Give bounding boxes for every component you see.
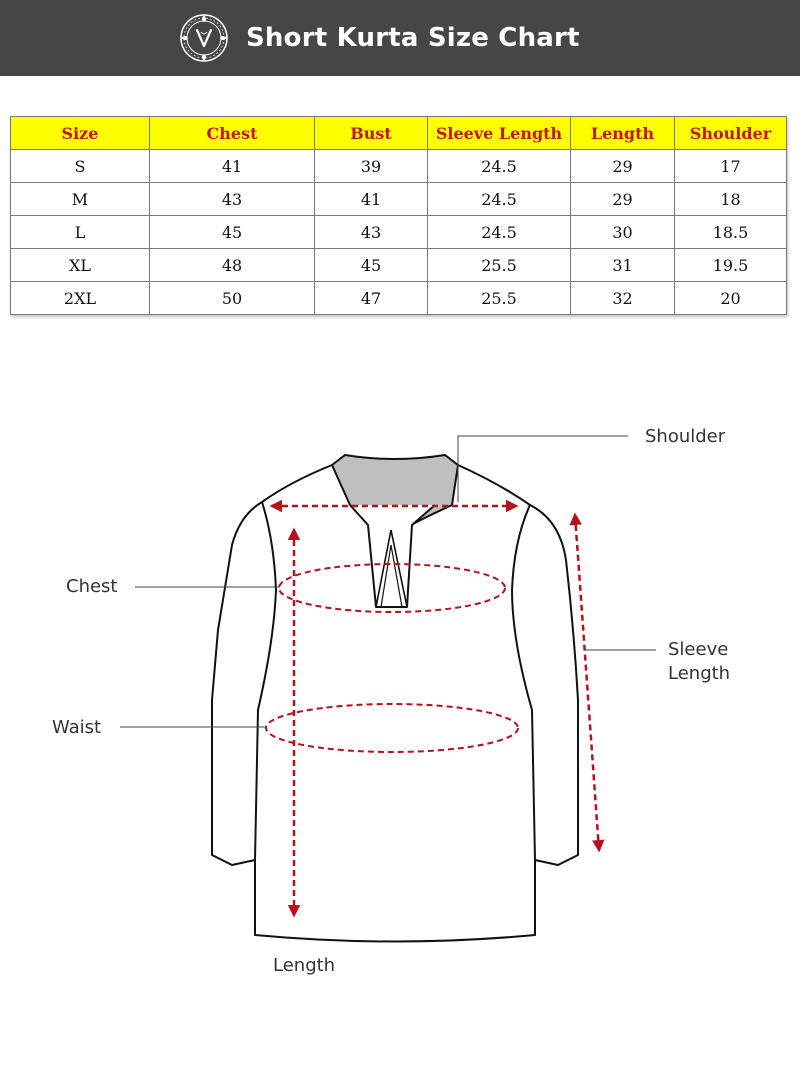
cell-bust: 45	[315, 249, 428, 282]
cell-length: 29	[571, 150, 675, 183]
table-row	[11, 249, 787, 282]
table-row	[11, 150, 787, 183]
cell-bust: 43	[315, 216, 428, 249]
cell-size: M	[11, 183, 150, 216]
cell-shoulder: 18	[675, 183, 787, 216]
label-waist: Waist	[52, 717, 102, 738]
table-row	[11, 183, 787, 216]
cell-sleeve-length: 24.5	[428, 183, 571, 216]
table-header-row	[11, 117, 787, 150]
cell-size: S	[11, 150, 150, 183]
column-header-chest: Chest	[150, 117, 315, 150]
cell-size: L	[11, 216, 150, 249]
cell-bust: 47	[315, 282, 428, 315]
shoulder-leader-line	[458, 436, 628, 502]
cell-size: XL	[11, 249, 150, 282]
cell-shoulder: 18.5	[675, 216, 787, 249]
label-length: Length	[273, 955, 336, 976]
waist-measure-ellipse	[266, 704, 518, 752]
column-header-length: Length	[571, 117, 675, 150]
cell-chest: 43	[150, 183, 315, 216]
column-header-shoulder: Shoulder	[675, 117, 787, 150]
kurta-measurement-diagram	[0, 330, 800, 1067]
kurta-collar	[332, 455, 458, 607]
size-chart-table	[10, 116, 787, 315]
label-chest: Chest	[66, 576, 118, 597]
cell-chest: 50	[150, 282, 315, 315]
cell-sleeve-length: 24.5	[428, 216, 571, 249]
cell-length: 29	[571, 183, 675, 216]
cell-chest: 41	[150, 150, 315, 183]
cell-sleeve-length: 24.5	[428, 150, 571, 183]
cell-sleeve-length: 25.5	[428, 282, 571, 315]
cell-length: 32	[571, 282, 675, 315]
label-shoulder: Shoulder	[645, 426, 726, 447]
label-sleeve-line2: Length	[668, 663, 731, 684]
column-header-sleeve-length: Sleeve Length	[428, 117, 571, 150]
header-bar	[0, 0, 800, 76]
label-sleeve-line1: Sleeve	[668, 639, 729, 660]
cell-shoulder: 19.5	[675, 249, 787, 282]
cell-sleeve-length: 25.5	[428, 249, 571, 282]
column-header-bust: Bust	[315, 117, 428, 150]
ornate-circle-logo-icon	[178, 12, 230, 64]
cell-shoulder: 17	[675, 150, 787, 183]
cell-size: 2XL	[11, 282, 150, 315]
page-title: Short Kurta Size Chart	[246, 23, 580, 53]
cell-shoulder: 20	[675, 282, 787, 315]
cell-chest: 45	[150, 216, 315, 249]
cell-length: 30	[571, 216, 675, 249]
column-header-size: Size	[11, 117, 150, 150]
cell-chest: 48	[150, 249, 315, 282]
cell-bust: 41	[315, 183, 428, 216]
table-row	[11, 282, 787, 315]
cell-bust: 39	[315, 150, 428, 183]
table-row	[11, 216, 787, 249]
cell-length: 31	[571, 249, 675, 282]
